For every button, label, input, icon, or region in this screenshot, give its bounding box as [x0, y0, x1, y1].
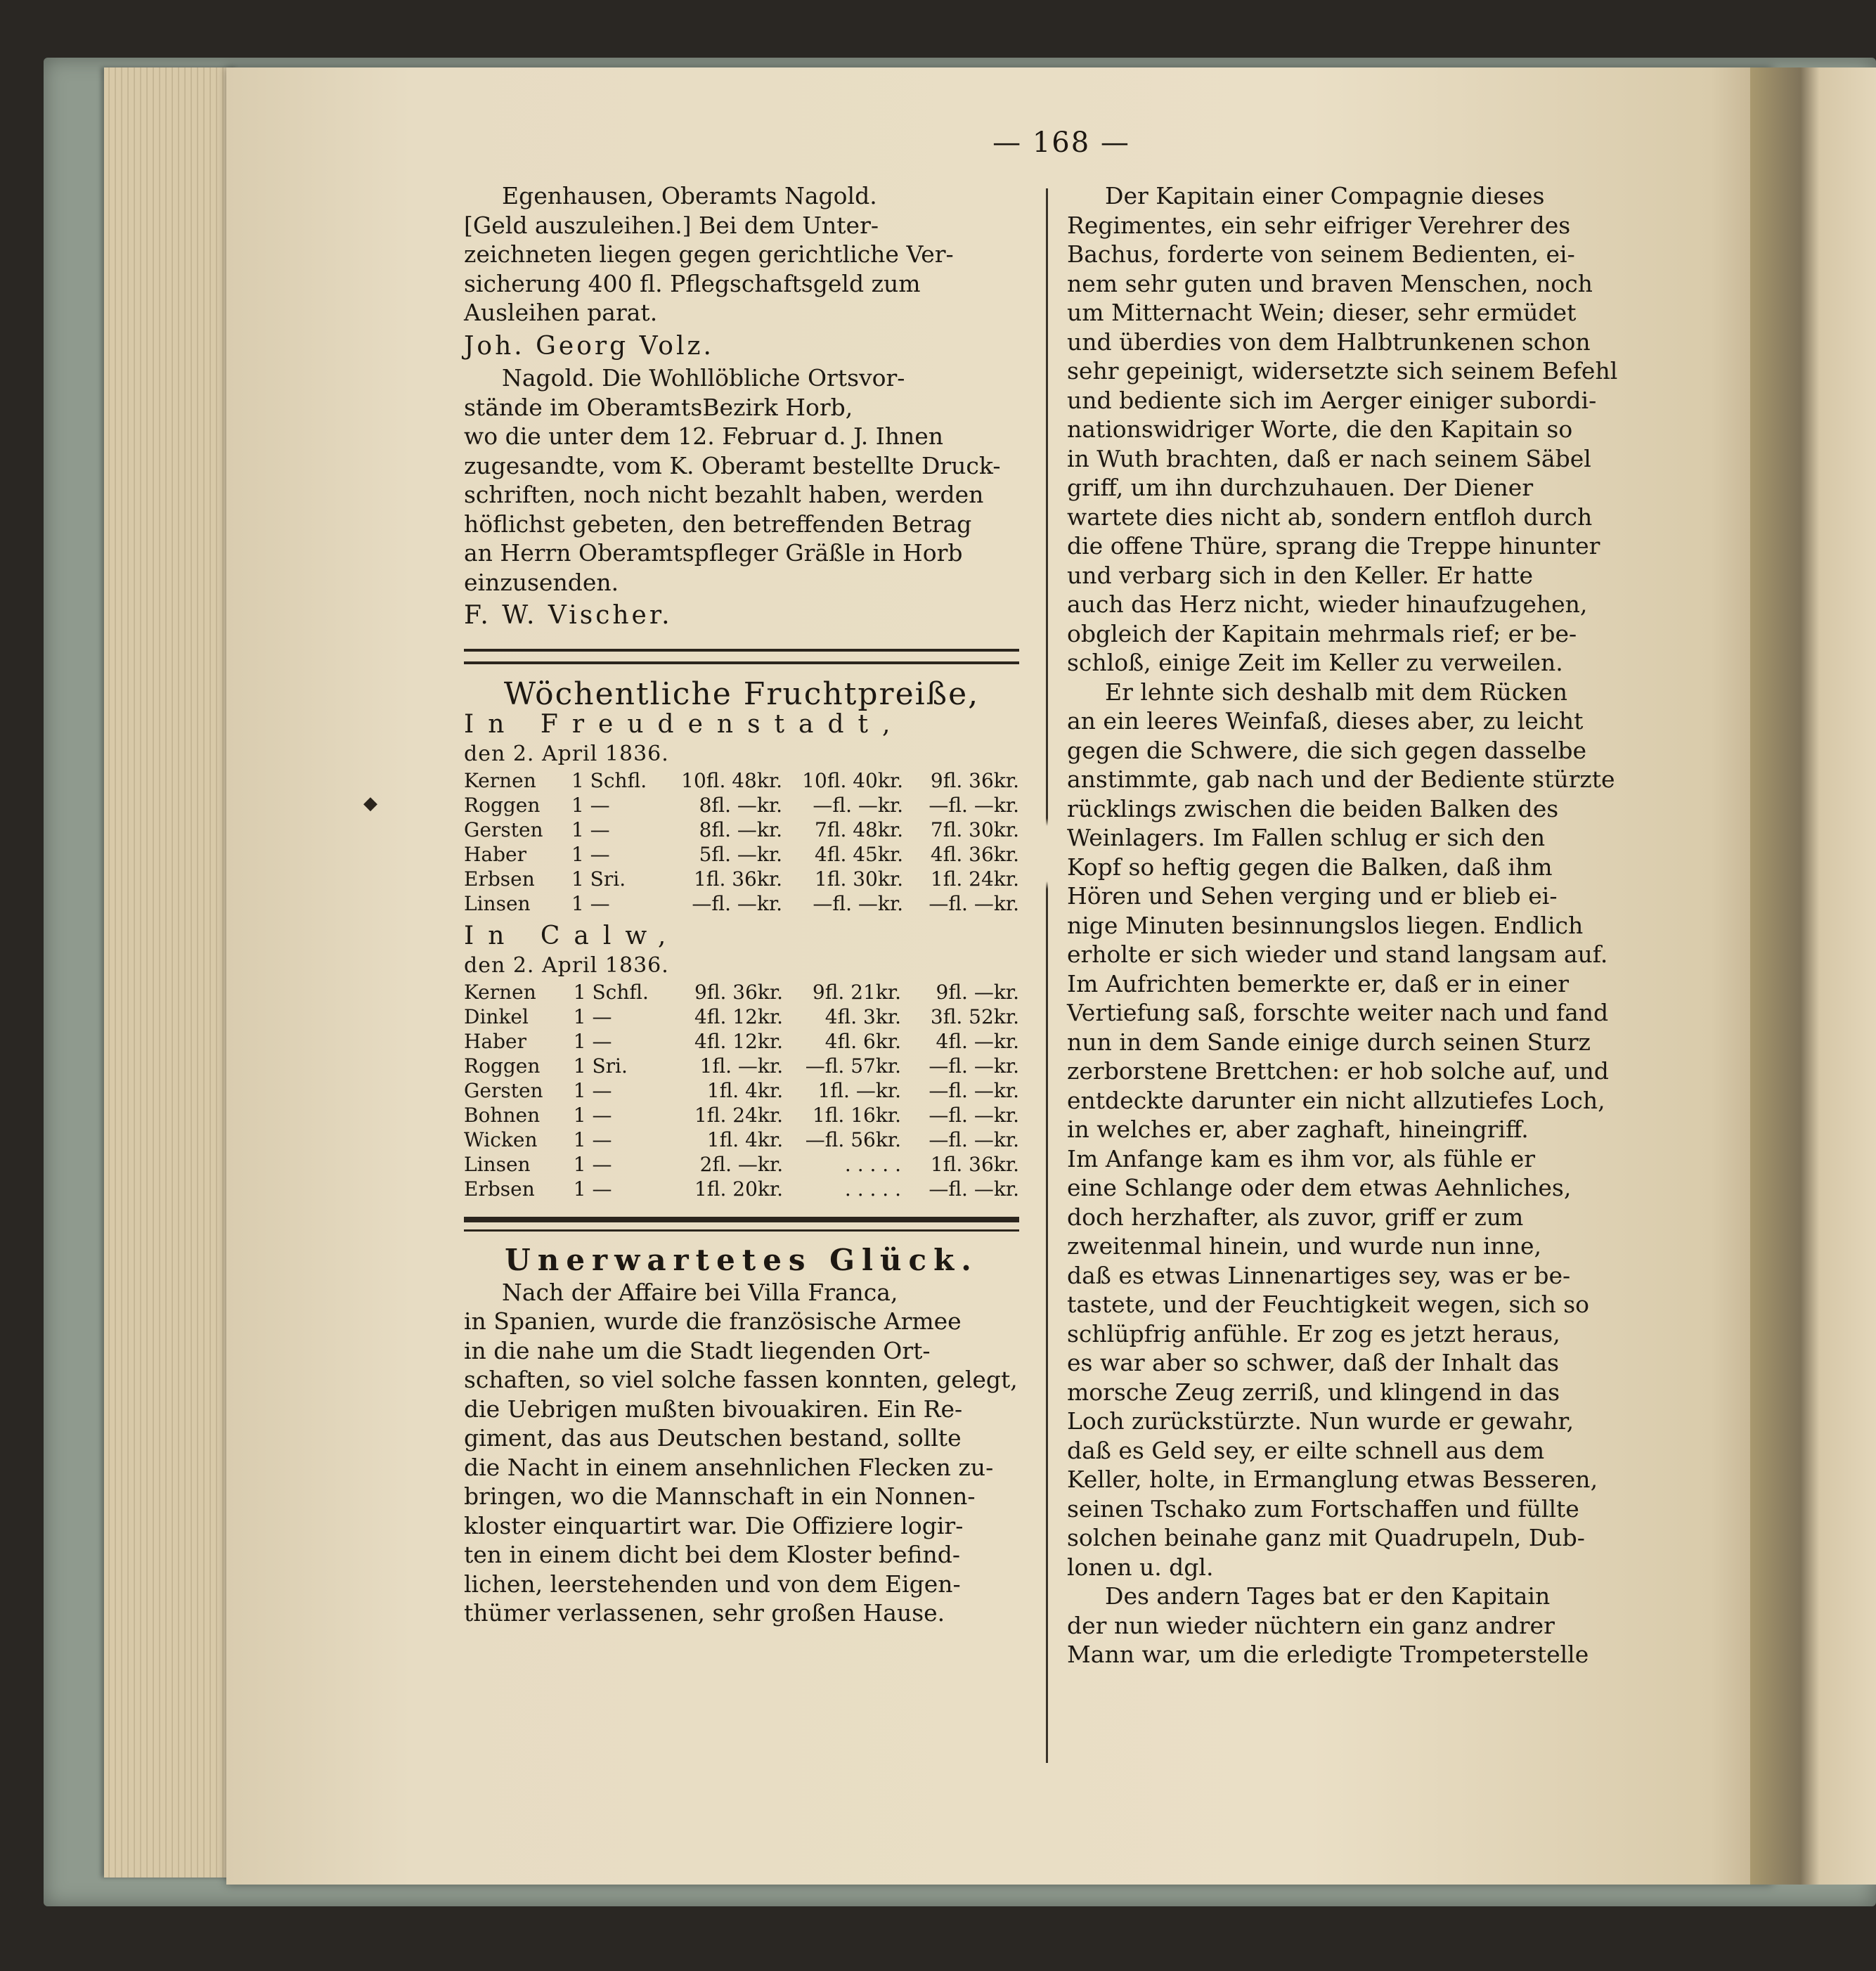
price-cell: 9fl. 21kr. [812, 981, 902, 1004]
measure: 1 — [571, 818, 610, 841]
price-cell: 1fl. —kr. [817, 1079, 902, 1102]
price-cell: —fl. —kr. [929, 1104, 1019, 1127]
section-divider [464, 649, 1019, 664]
price-cell: 4fl. 36kr. [930, 843, 1019, 866]
price-cell: —fl. —kr. [929, 1128, 1019, 1151]
price-cell: 7fl. 48kr. [814, 818, 904, 841]
text-line: thümer verlassenen, sehr großen Hause. [464, 1599, 945, 1627]
price-cell: 1fl. 4kr. [706, 1128, 784, 1151]
text-line: entdeckte darunter ein nicht allzutiefes Loch, [1067, 1086, 1605, 1114]
text-line: erholte er sich wieder und stand langsam auf. [1067, 941, 1608, 968]
price-cell: 4fl. —kr. [936, 1030, 1019, 1053]
price-cell: 9fl. 36kr. [694, 981, 784, 1004]
text-line: nem sehr guten und braven Menschen, noch [1067, 269, 1593, 297]
price-row [464, 793, 1019, 818]
price-cell: 4fl. 6kr. [824, 1030, 902, 1053]
text-line: schriften, noch nicht bezahlt haben, werden [464, 481, 984, 508]
text-line: nige Minuten besinnungslos liegen. Endlich [1067, 911, 1584, 939]
price-row [464, 867, 1019, 891]
text-line: doch herzhafter, als zuvor, griff er zum [1067, 1203, 1524, 1231]
notice-egenhausen [464, 181, 1019, 328]
price-cell: 1fl. 36kr. [693, 867, 783, 891]
price-cell: —fl. —kr. [813, 794, 904, 817]
text-line: Ausleihen parat. [464, 299, 658, 326]
price-cell: 1fl. 4kr. [706, 1079, 784, 1102]
price-cell: 1fl. 24kr. [930, 867, 1019, 891]
price-row [464, 1078, 1019, 1103]
price-cell: —fl. —kr. [692, 892, 783, 915]
measure: 1 — [573, 1177, 612, 1201]
price-cell: 9fl. 36kr. [930, 769, 1019, 792]
price-table-calw [464, 980, 1019, 1201]
text-line: in die nahe um die Stadt liegenden Ort- [464, 1336, 931, 1364]
text-line: Keller, holte, in Ermanglung etwas Besseren, [1067, 1466, 1598, 1493]
page-number: — 168 — [992, 127, 1130, 159]
text-line: nationswidriger Worte, die den Kapitain so [1067, 415, 1573, 443]
price-cell: 8fl. —kr. [699, 794, 783, 817]
price-cell: —fl. —kr. [929, 892, 1019, 915]
notice-egenhausen-signature: Joh. Georg Volz. [464, 331, 714, 361]
text-line: nun in dem Sande einige durch seinen Sturz [1067, 1028, 1591, 1056]
text-line: sicherung 400 fl. Pflegschaftsgeld zum [464, 269, 921, 297]
price-cell: 2fl. —kr. [699, 1153, 784, 1176]
column-divider [1046, 188, 1048, 1763]
grain-name: Bohnen [464, 1104, 541, 1127]
date-calw: den 2. April 1836. [464, 952, 669, 978]
text-line: Nach der Affaire bei Villa Franca, [502, 1278, 898, 1306]
price-cell: —fl. —kr. [929, 794, 1019, 817]
text-line: auch das Herz nicht, wieder hinaufzugehen, [1067, 590, 1588, 618]
text-line: daß es etwas Linnenartiges sey, was er be- [1067, 1261, 1571, 1289]
grain-name: Wicken [464, 1128, 538, 1151]
notice-nagold [464, 363, 1019, 597]
grain-name: Gersten [464, 1079, 543, 1102]
margin-mark: ◆ [363, 793, 377, 814]
text-line: der nun wieder nüchtern ein ganz andrer [1067, 1611, 1555, 1639]
price-row [464, 980, 1019, 1004]
price-cell: —fl. —kr. [929, 1177, 1019, 1201]
text-line: seinen Tschako zum Fortschaffen und füllte [1067, 1494, 1579, 1523]
price-row [464, 1054, 1019, 1078]
prices-heading: Wöchentliche Fruchtpreiße, [503, 676, 980, 712]
price-cell: 9fl. —kr. [936, 981, 1019, 1004]
text-line: rücklings zwischen die beiden Balken des [1067, 794, 1559, 822]
text-line: zerborstene Brettchen: er hob solche auf, und [1067, 1057, 1609, 1085]
price-cell: 3fl. 52kr. [930, 1005, 1019, 1028]
text-line: Des andern Tages bat er den Kapitain [1105, 1582, 1551, 1610]
measure: 1 — [573, 1104, 612, 1127]
price-table-freudenstadt [464, 768, 1019, 916]
text-line: anstimmte, gab nach und der Bediente stürzte [1067, 765, 1615, 793]
text-line: Kopf so heftig gegen die Balken, daß ihm [1067, 853, 1553, 881]
date-freudenstadt: den 2. April 1836. [464, 741, 669, 766]
grain-name: Kernen [464, 769, 536, 792]
text-line: stände im OberamtsBezirk Horb, [464, 393, 853, 421]
measure: 1 Sri. [573, 1054, 628, 1078]
text-line: es war aber so schwer, daß der Inhalt das [1067, 1349, 1560, 1376]
text-line: um Mitternacht Wein; dieser, sehr ermüdet [1067, 299, 1577, 326]
text-line: und verbarg sich in den Keller. Er hatte [1067, 561, 1534, 589]
price-row [464, 1004, 1019, 1029]
notice-nagold-signature: F. W. Vischer. [464, 601, 673, 630]
grain-name: Roggen [464, 794, 541, 817]
story-paragraph-3 [1067, 1582, 1633, 1669]
text-line: griff, um ihn durchzuhauen. Der Diener [1067, 474, 1534, 501]
grain-name: Erbsen [464, 1177, 535, 1201]
grain-name: Kernen [464, 981, 536, 1004]
text-line: in welches er, aber zaghaft, hineingriff. [1067, 1116, 1529, 1143]
measure: 1 — [571, 843, 610, 866]
text-line: an Herrn Oberamtspfleger Gräßle in Horb [464, 539, 963, 567]
text-line: [Geld auszuleihen.] Bei dem Unter- [464, 211, 879, 239]
story-intro [464, 1278, 1019, 1628]
text-line: Weinlagers. Im Fallen schlug er sich den [1067, 824, 1546, 851]
price-cell: . . . . . [844, 1153, 902, 1176]
text-line: zeichneten liegen gegen gerichtliche Ver- [464, 240, 954, 268]
text-line: die Nacht in einem ansehnlichen Flecken zu- [464, 1453, 994, 1481]
text-line: höflichst gebeten, den betreffenden Betrag [464, 510, 972, 538]
text-line: lonen u. dgl. [1067, 1553, 1214, 1581]
text-line: Vertiefung saß, forschte weiter nach und fand [1067, 999, 1609, 1026]
price-row [464, 818, 1019, 842]
text-line: in Wuth brachten, daß er nach seinem Säbel [1067, 444, 1591, 472]
price-cell: —fl. —kr. [929, 1054, 1019, 1078]
price-row [464, 842, 1019, 867]
price-cell: 7fl. 30kr. [930, 818, 1019, 841]
measure: 1 — [571, 892, 610, 915]
price-cell: 4fl. 12kr. [694, 1005, 784, 1028]
left-column [464, 181, 1019, 1628]
text-line: Bachus, forderte von seinem Bedienten, ei- [1067, 240, 1575, 268]
story-paragraph-1 [1067, 181, 1633, 678]
text-line: eine Schlange oder dem etwas Aehnliches, [1067, 1174, 1572, 1201]
book-gutter [1750, 67, 1876, 1885]
place-calw: In Calw, [464, 922, 680, 950]
measure: 1 — [573, 1005, 612, 1028]
price-cell: 4fl. 3kr. [824, 1005, 902, 1028]
text-line: in Spanien, wurde die französische Armee [464, 1307, 962, 1335]
price-cell: 1fl. 24kr. [694, 1104, 784, 1127]
page-edges [104, 67, 238, 1878]
price-row [464, 1103, 1019, 1127]
measure: 1 Schfl. [573, 981, 649, 1004]
text-line: und bediente sich im Aerger einiger subordi- [1067, 386, 1597, 414]
price-cell: 1fl. —kr. [699, 1054, 784, 1078]
text-line: schaften, so viel solche fassen konnten, gelegt, [464, 1366, 1018, 1393]
grain-name: Erbsen [464, 867, 535, 891]
grain-name: Dinkel [464, 1005, 529, 1028]
text-line: die Uebrigen mußten bivouakiren. Ein Re- [464, 1395, 963, 1423]
text-line: wo die unter dem 12. Februar d. J. Ihnen [464, 422, 944, 450]
text-line: Der Kapitain einer Compagnie dieses [1105, 182, 1545, 209]
story-paragraph-2 [1067, 678, 1633, 1582]
text-line: schloß, einige Zeit im Keller zu verweilen. [1067, 649, 1563, 676]
measure: 1 — [571, 794, 610, 817]
text-line: Mann war, um die erledigte Trompeterstelle [1067, 1641, 1589, 1668]
text-line: morsche Zeug zerriß, und klingend in das [1067, 1378, 1560, 1406]
grain-name: Haber [464, 843, 526, 866]
price-row [464, 1127, 1019, 1152]
price-row [464, 1152, 1019, 1177]
price-cell: 1fl. 16kr. [812, 1104, 902, 1127]
text-line: die offene Thüre, sprang die Treppe hinunter [1067, 532, 1600, 560]
price-cell: 8fl. —kr. [699, 818, 783, 841]
price-cell: 1fl. 30kr. [814, 867, 904, 891]
grain-name: Roggen [464, 1054, 541, 1078]
measure: 1 — [573, 1128, 612, 1151]
grain-name: Linsen [464, 1153, 531, 1176]
measure: 1 Sri. [571, 867, 626, 891]
text-line: kloster einquartirt war. Die Offiziere logir- [464, 1511, 964, 1539]
measure: 1 — [573, 1079, 612, 1102]
text-line: einzusenden. [464, 568, 619, 596]
grain-name: Linsen [464, 892, 531, 915]
price-cell: —fl. —kr. [929, 1079, 1019, 1102]
text-line: Im Anfange kam es ihm vor, als fühle er [1067, 1144, 1536, 1172]
price-cell: 10fl. 40kr. [802, 769, 904, 792]
price-cell: —fl. 57kr. [805, 1054, 902, 1078]
text-line: Im Aufrichten bemerkte er, daß er in einer [1067, 969, 1569, 997]
price-cell: —fl. —kr. [813, 892, 904, 915]
text-line: wartete dies nicht ab, sondern entfloh durch [1067, 503, 1593, 531]
text-line: daß es Geld sey, er eilte schnell aus dem [1067, 1436, 1545, 1464]
measure: 1 — [573, 1153, 612, 1176]
price-row [464, 891, 1019, 916]
measure: 1 Schfl. [571, 769, 647, 792]
price-row [464, 1029, 1019, 1054]
text-line: giment, das aus Deutschen bestand, sollte [464, 1424, 962, 1452]
text-line: Er lehnte sich deshalb mit dem Rücken [1105, 678, 1568, 706]
price-cell: 10fl. 48kr. [681, 769, 783, 792]
text-line: Nagold. Die Wohllöbliche Ortsvor- [502, 364, 905, 392]
text-line: Egenhausen, Oberamts Nagold. [502, 182, 877, 209]
story-title: Unerwartetes Glück. [505, 1243, 978, 1277]
grain-name: Haber [464, 1030, 526, 1053]
price-cell: . . . . . [844, 1177, 902, 1201]
text-line: schlüpfrig anfühle. Er zog es jetzt heraus, [1067, 1319, 1560, 1348]
section-divider-thick [464, 1217, 1019, 1232]
text-line: solchen beinahe ganz mit Quadrupeln, Dub- [1067, 1524, 1585, 1551]
text-line: zugesandte, vom K. Oberamt bestellte Druck- [464, 451, 1001, 479]
price-cell: 1fl. 36kr. [930, 1153, 1019, 1176]
price-cell: 4fl. 45kr. [814, 843, 904, 866]
text-line: ten in einem dicht bei dem Kloster befind- [464, 1541, 961, 1568]
price-cell: 1fl. 20kr. [694, 1177, 784, 1201]
text-line: zweitenmal hinein, und wurde nun inne, [1067, 1232, 1542, 1260]
text-line: bringen, wo die Mannschaft in ein Nonnen- [464, 1482, 976, 1510]
text-line: lichen, leerstehenden und von dem Eigen- [464, 1570, 961, 1598]
text-line: Hören und Sehen verging und er blieb ei- [1067, 882, 1558, 910]
text-line: sehr gepeinigt, widersetzte sich seinem Befehl [1067, 357, 1618, 384]
text-line: Loch zurückstürzte. Nun wurde er gewahr, [1067, 1407, 1574, 1435]
text-line: gegen die Schwere, die sich gegen dasselbe [1067, 736, 1587, 764]
place-freudenstadt: In Freudenstadt, [464, 710, 905, 739]
text-line: obgleich der Kapitain mehrmals rief; er be- [1067, 619, 1577, 647]
price-row [464, 768, 1019, 793]
right-column [1067, 181, 1633, 1669]
text-line: tastete, und der Feuchtigkeit wegen, sich so [1067, 1291, 1590, 1318]
text-line: an ein leeres Weinfaß, dieses aber, zu leicht [1067, 707, 1584, 735]
price-row [464, 1177, 1019, 1201]
measure: 1 — [573, 1030, 612, 1053]
price-cell: —fl. 56kr. [805, 1128, 902, 1151]
grain-name: Gersten [464, 818, 543, 841]
text-line: und überdies von dem Halbtrunkenen schon [1067, 328, 1591, 356]
text-line: Regimentes, ein sehr eifriger Verehrer des [1067, 211, 1571, 239]
price-cell: 4fl. 12kr. [694, 1030, 784, 1053]
price-cell: 5fl. —kr. [699, 843, 783, 866]
